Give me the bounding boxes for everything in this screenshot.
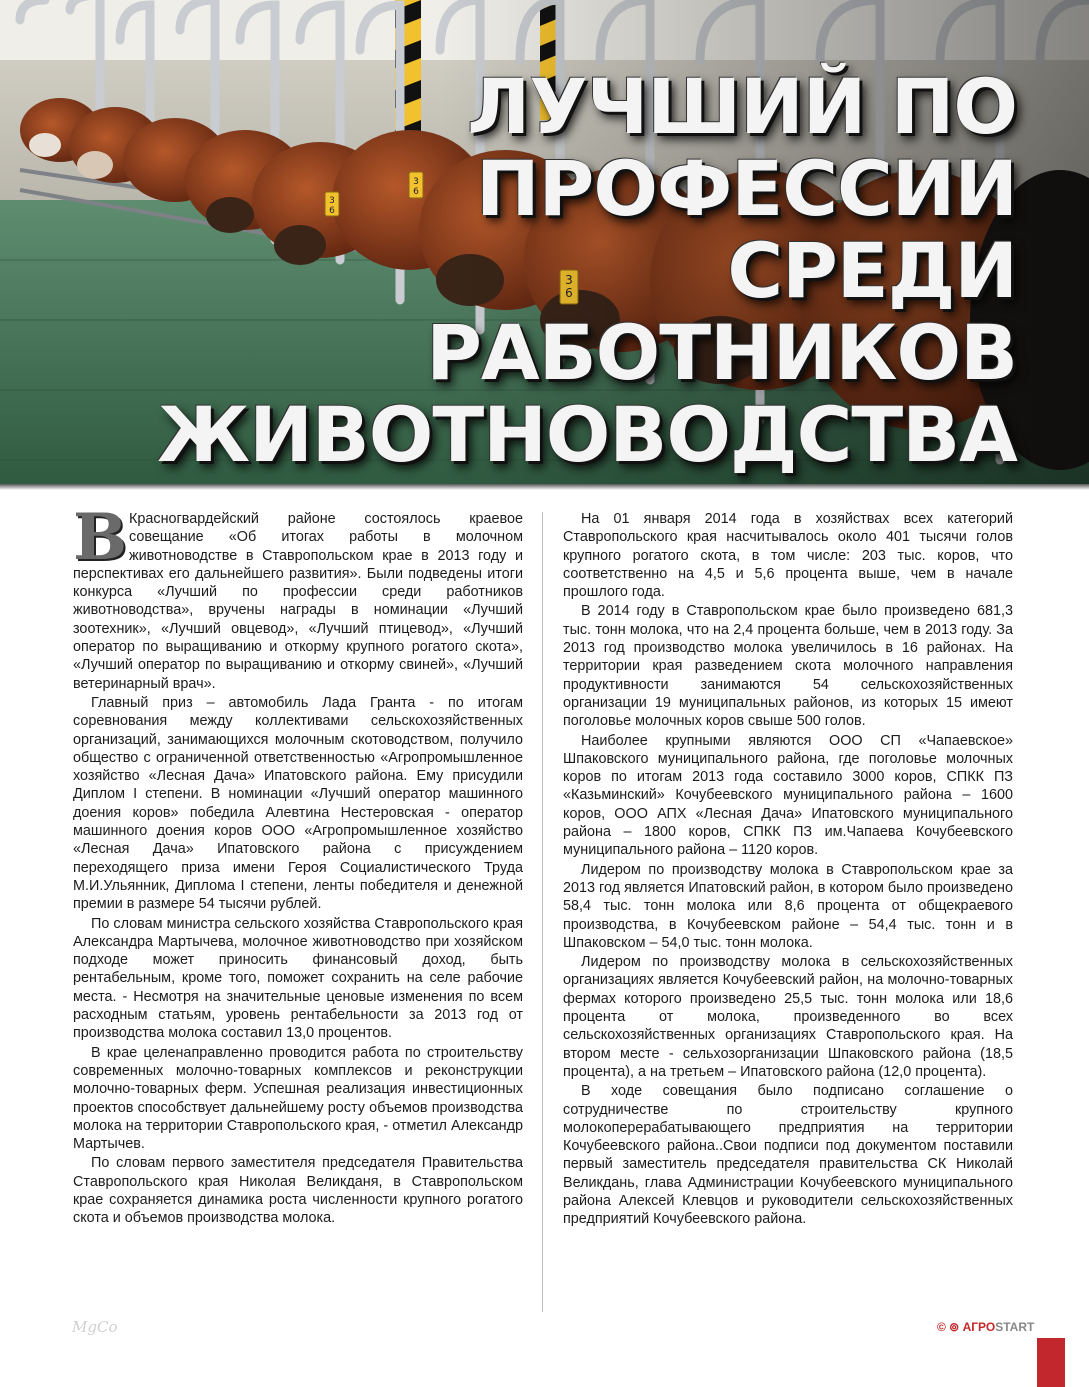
- copyright-icon: © ⊚: [937, 1320, 960, 1334]
- ear-tag-number: 6: [413, 187, 419, 197]
- logo-word-start: START: [995, 1320, 1035, 1334]
- article-paragraph: На 01 января 2014 года в хозяйствах всех категорий Ставропольского края насчитывалось около 401 тысячи голов крупного рогатого скота, в том числе: 203 тыс. коров, что соответственно на 4,5 и 5,6 процента выше, чем в начале прошлого года.: [563, 511, 1013, 601]
- logo-word-agro: АГРО: [962, 1320, 996, 1334]
- page-tab-marker: [1037, 1338, 1065, 1387]
- article-paragraph: В крае целенаправленно проводится работа по строительству современных молочно-товарных комплексов и реконструкции молочно-товарных ферм. Успешная реализация инвестиционных проектов способствует дальнейшему росту объемов производства молока на территории Ставропольского края, - отметил Александр Мартычев.: [73, 1044, 523, 1153]
- column-divider: [542, 512, 543, 1312]
- article-column-left: [73, 500, 523, 1229]
- ear-tag-number: 3: [565, 273, 573, 287]
- article-paragraph: В Красногвардейский районе состоялось краевое совещание «Об итогах работы в молочном животноводстве в Ставропольском крае в 2013 году и перспективах его дальнейшего развития». Были подведены итоги конкурса «Лучший по профессии среди работников животноводства», вручены награды в номинации «Лучший зоотехник», «Лучший овцевод», «Лучший птицевод», «Лучший оператор по выращиванию и откорму крупного рогатого скота», «Лучший оператор по выращиванию и откорму свиней», «Лучший ветеринарный врач».: [73, 500, 523, 692]
- magazine-logo: [937, 1320, 1034, 1334]
- headline-line-1: ЛУЧШИЙ ПО: [467, 62, 1017, 151]
- signature-watermark: МgСо: [72, 1318, 118, 1336]
- headline: [117, 62, 1017, 479]
- headline-line-2: ПРОФЕССИИ: [476, 144, 1017, 233]
- hero-shadow: [0, 484, 1089, 490]
- headline-line-5: ЖИВОТНОВОДСТВА: [157, 390, 1017, 479]
- headline-line-4: РАБОТНИКОВ: [426, 308, 1017, 397]
- article-paragraph: В 2014 году в Ставропольском крае было произведено 681,3 тыс. тонн молока, что на 2,4 процента больше, чем в 2013 году. За 2013 год производство молока увеличилось в 16 районах. На территории края разведением скота молочного направления продуктивности занимаются 54 сельскохозяйственных организации 19 муниципальных районов, из которых 15 имеют поголовье молочных коров свыше 500 голов.: [563, 603, 1013, 730]
- article-paragraph: Лидером по производству молока в Ставропольском крае за 2013 год является Ипатовский район, в котором было произведено 58,4 тыс. тонн молока или 8,6 процента от общекраевого производства, в Кочубеевском районе – 54,4 тыс. тонн и в Шпаковском – 54,0 тыс. тонн молока.: [563, 861, 1013, 951]
- article-paragraph: Наиболее крупными являются ООО СП «Чапаевское» Шпаковского муниципального района, где поголовье молочных коров по итогам 2013 года составило 3000 коров, СПКК ПЗ «Казьминский» Кочубеевского муниципального района – 1600 коров, ООО АПХ «Лесная Дача» Ипатовского муниципального района – 1800 коров, СПКК ПЗ им.Чапаева Кочубеевского муниципального района – 1120 коров.: [563, 732, 1013, 859]
- ear-tag-number: 3: [329, 196, 335, 206]
- article-paragraph: По словам первого заместителя председателя Правительства Ставропольского края Николая Великданя, в Ставропольском крае сохраняется динамика роста численности крупного рогатого скота и объемов производства молока.: [73, 1155, 523, 1227]
- ear-tag-number: 6: [565, 286, 573, 300]
- headline-line-3: СРЕДИ: [727, 226, 1017, 315]
- hero-photo: [0, 0, 1089, 488]
- drop-cap: В: [73, 500, 128, 575]
- article-paragraph: Лидером по производству молока в сельскохозяйственных организациях является Кочубеевский район, на молочно-товарных фермах которого произведено 25,5 тыс. тонн молока или 18,6 процента от молока, произведенного во всех сельскохозяйственных организациях Ставропольского края. На втором месте - сельхозорганизации Шпаковского района (18,5 процента), а на третьем – Ипатовского района (12,0 процента).: [563, 954, 1013, 1080]
- article-paragraph: Главный приз – автомобиль Лада Гранта - по итогам соревнования между коллективами сельскохозяйственных организаций, занимающихся молочным скотоводством, получило общество с ограниченной ответственностью «Агропромышленное хозяйство «Лесная Дача» Ипатовского района. Ему присудили Диплом I степени. В номинации «Лучший оператор машинного доения коров» победила Алевтина Нестеровская - оператор машинного доения коров ООО «Агропромышленное хозяйство «Лесная Дача» Ипатовского района с присуждением переходящего приза имени Героя Социалистического Труда М.И.Ульянник, Диплома I степени, ленты победителя и денежной премии в размере 54 тысячи рублей.: [73, 694, 523, 913]
- ear-tag-number: 6: [329, 206, 335, 216]
- article-paragraph: По словам министра сельского хозяйства Ставропольского края Александра Мартычева, молочное животноводство при хозяйском подходе может приносить финансовый доход, быть рентабельным, кроме того, поможет сохранить на селе рабочие места. - Несмотря на значительные ценовые изменения по всем расходным статьям, уровень рентабельности за 2013 год от производства молока составил 13,0 процентов.: [73, 915, 523, 1042]
- ear-tag-number: 3: [413, 177, 419, 187]
- article-paragraph: В ходе совещания было подписано соглашение о сотрудничестве по строительству крупного молокоперерабатывающего предприятия на территории Кочубеевского района..Свои подписи под документом поставили первый заместитель председателя правительства СК Николай Великдань, глава Администрации Кочубеевского муниципального района Алексей Клевцов и руководители сельскохозяйственных предприятий Кочубеевского района.: [563, 1083, 1013, 1228]
- article-column-right: [563, 510, 1013, 1230]
